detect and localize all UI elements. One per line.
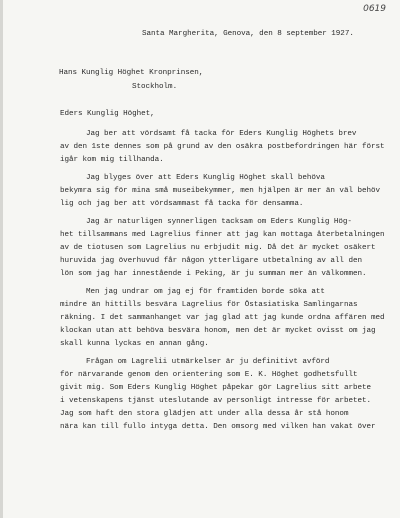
body-line: nära kan till fullo intyga detta. Den omsorg med vilken han vakat över bbox=[60, 423, 376, 431]
body-line: huruvida jag överhuvud får någon ytterligare utbetalning av all den bbox=[60, 257, 362, 265]
place-date: Santa Margherita, Genova, den 8 september 1927. bbox=[142, 30, 354, 38]
body-line: lig och jag ber att vördsammast få tacka för densamma. bbox=[60, 200, 304, 208]
body-line: Jag ber att vördsamt få tacka för Eders Kunglig Höghets brev bbox=[86, 130, 357, 138]
body-line: bekymra sig för mina små museibekymmer, men hjälpen är mer än väl behöv bbox=[60, 187, 380, 195]
body-line: lön som jag har innestående i Peking, är ju summan mer än välkommen. bbox=[60, 270, 367, 278]
body-line: räkning. I det sammanhanget var jag glad att jag kunde ordna affären med bbox=[60, 314, 385, 322]
body-line: för närvarande genom den orientering som E. K. Höghet godhetsfullt bbox=[60, 371, 358, 379]
recipient-line-2: Stockholm. bbox=[132, 83, 178, 91]
page-edge-shadow bbox=[0, 0, 3, 518]
body-line: klockan utan att behöva besvära honom, men det är mycket ovisst om jag bbox=[60, 327, 376, 335]
body-line: i vetenskapens tjänst uteslutande av personligt intresse för arbetet. bbox=[60, 397, 371, 405]
body-line: av den 1ste dennes som på grund av den osäkra postbefordringen här först bbox=[60, 143, 385, 151]
body-line: Men jag undrar om jag ej för framtiden borde söka att bbox=[86, 288, 325, 296]
recipient-line-1: Hans Kunglig Höghet Kronprinsen, bbox=[59, 69, 204, 77]
body-line: av de tiotusen som Lagrelius nu erbjudit mig. Då det är mycket osäkert bbox=[60, 244, 376, 252]
body-line: Jag som haft den stora glädjen att under alla dessa år stå honom bbox=[60, 410, 349, 418]
archive-mark: 0619 bbox=[363, 4, 386, 14]
body-line: Frågan om Lagrelii utmärkelser är ju definitivt avförd bbox=[86, 358, 330, 366]
body-line: skall kunna lyckas en annan gång. bbox=[60, 340, 209, 348]
body-line: Jag blyges över att Eders Kunglig Höghet skall behöva bbox=[86, 174, 325, 182]
body-line: Jag är naturligen synnerligen tacksam om Eders Kunglig Hög- bbox=[86, 218, 352, 226]
body-line: het tillsammans med Lagrelius finner att jag kan mottaga återbetalningen bbox=[60, 231, 385, 239]
salutation: Eders Kunglig Höghet, bbox=[60, 110, 155, 118]
body-line: mindre än hittills besvära Lagrelius för Östasiatiska Samlingarnas bbox=[60, 301, 358, 309]
body-line: igår kom mig tillhanda. bbox=[60, 156, 164, 164]
body-line: givit mig. Som Eders Kunglig Höghet påpekar gör Lagrelius sitt arbete bbox=[60, 384, 371, 392]
